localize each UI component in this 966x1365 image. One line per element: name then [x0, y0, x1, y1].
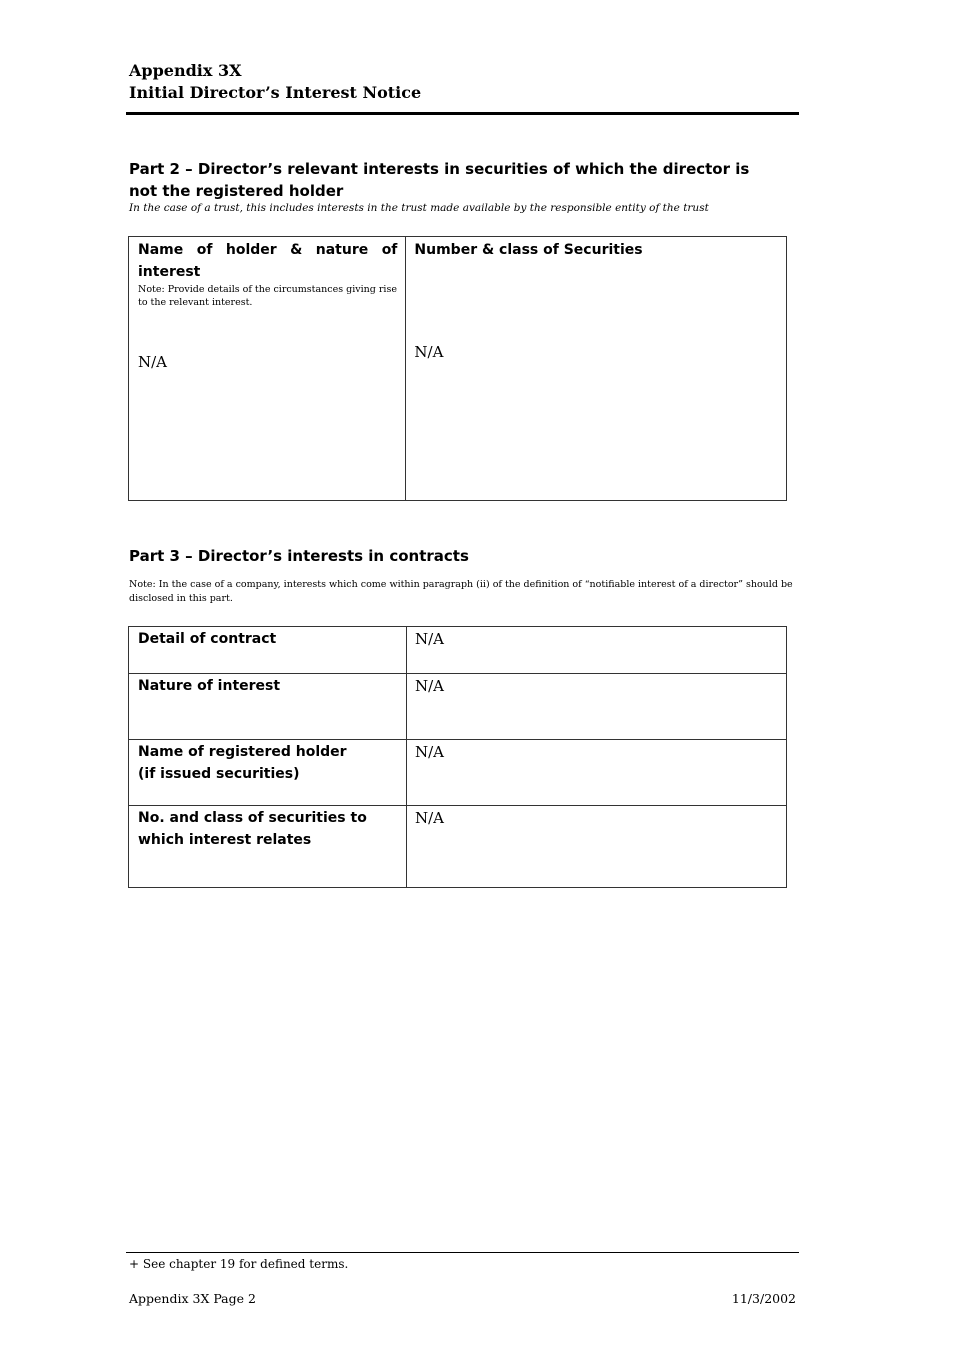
footer-divider: [126, 1252, 799, 1253]
holder-nature-value: N/A: [138, 353, 168, 371]
footer-page-number: Appendix 3X Page 2: [129, 1291, 256, 1306]
securities-cell: [406, 237, 787, 501]
part2-table: [128, 236, 787, 501]
table-row: [129, 806, 787, 888]
row-value-cell: [407, 674, 787, 740]
part2-subtitle: In the case of a trust, this includes interests in the trust made available by the responsible entity of the trust: [129, 202, 709, 214]
table-row: [129, 740, 787, 806]
holder-nature-note: Note: Provide details of the circumstances giving rise to the relevant interest.: [138, 284, 397, 308]
appendix-title: Appendix 3X: [129, 61, 242, 80]
row-label-cell: [129, 740, 407, 806]
securities-class-label: No. and class of securities to which interest relates: [138, 810, 367, 848]
nature-of-interest-label: Nature of interest: [138, 678, 281, 694]
table-row: [129, 627, 787, 674]
securities-class-value: N/A: [415, 809, 445, 827]
detail-of-contract-label: Detail of contract: [138, 631, 277, 647]
part3-title: Part 3 – Director’s interests in contracts: [129, 547, 469, 565]
row-value-cell: [407, 627, 787, 674]
holder-nature-header: Name of holder & nature of interest: [138, 242, 398, 280]
securities-header: Number & class of Securities: [414, 242, 643, 258]
header-divider: [126, 112, 799, 115]
footer-note: + See chapter 19 for defined terms.: [129, 1257, 349, 1271]
registered-holder-value: N/A: [415, 743, 445, 761]
row-label-cell: [129, 674, 407, 740]
row-value-cell: [407, 806, 787, 888]
securities-value: N/A: [414, 343, 444, 361]
notice-title: Initial Director’s Interest Notice: [129, 83, 422, 102]
part3-table: [128, 626, 787, 888]
registered-holder-sublabel: (if issued securities): [138, 766, 300, 782]
table-row: [129, 674, 787, 740]
row-label-cell: [129, 806, 407, 888]
row-label-cell: [129, 627, 407, 674]
detail-of-contract-value: N/A: [415, 630, 445, 648]
part3-note: Note: In the case of a company, interests which come within paragraph (ii) of the definition of “notifiable interest of a director” should be disclosed in this part.: [129, 579, 793, 604]
document-header: [129, 60, 421, 104]
holder-nature-cell: [129, 237, 406, 501]
registered-holder-label: Name of registered holder: [138, 744, 347, 760]
part2-title: Part 2 – Director’s relevant interests in securities of which the director is not the registered holder: [129, 160, 750, 200]
nature-of-interest-value: N/A: [415, 677, 445, 695]
row-value-cell: [407, 740, 787, 806]
footer-date: 11/3/2002: [731, 1291, 796, 1306]
